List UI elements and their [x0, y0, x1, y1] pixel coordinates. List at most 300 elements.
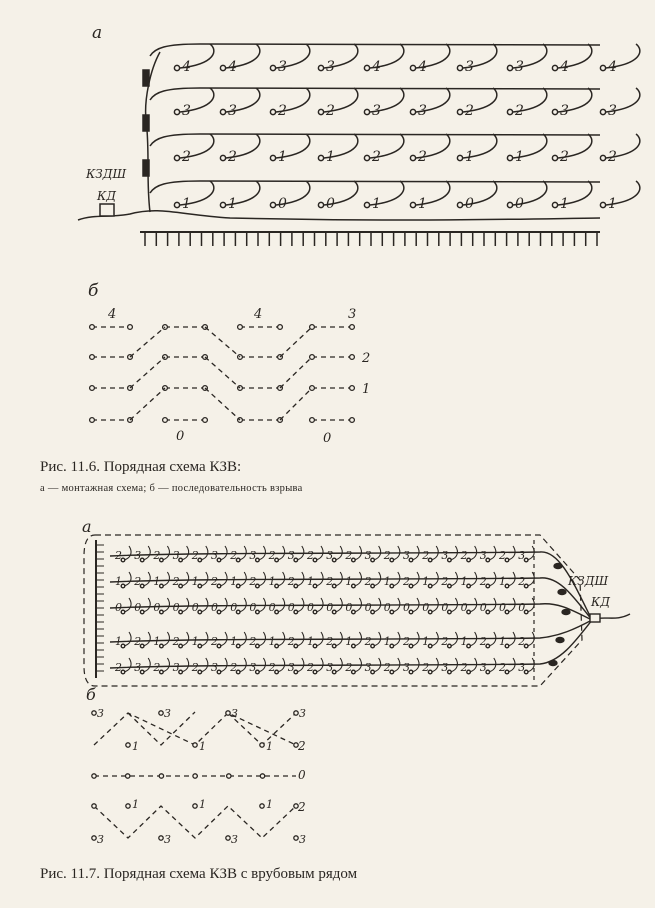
sequence-diagonal	[130, 327, 165, 357]
delay-number: 2	[364, 575, 372, 588]
fig7-kzdsh-label: КЗДШ	[568, 574, 609, 588]
delay-number: 2	[345, 549, 353, 562]
delay-number: 2	[307, 661, 314, 674]
sequence-hole	[294, 836, 298, 840]
delay-number: 2	[383, 661, 391, 674]
delay-number: 2	[287, 635, 295, 648]
delay-number: 0	[364, 601, 372, 614]
delay-number: 2	[307, 549, 314, 562]
delay-number: 2	[403, 575, 410, 588]
delay-number: 0	[515, 196, 524, 212]
charge-hole	[364, 65, 369, 70]
delay-number: 2	[560, 149, 569, 165]
fig6-installation-scheme	[78, 44, 640, 246]
charge-hole	[600, 202, 605, 207]
delay-number: 0	[326, 196, 335, 212]
fig6-caption: Рис. 11.6. Порядная схема КЗВ:	[40, 459, 242, 475]
charge-hole	[507, 202, 512, 207]
delay-number: 2	[326, 575, 334, 588]
cord-connector	[549, 661, 557, 666]
charge-wire	[527, 598, 534, 612]
charge-wire	[220, 598, 227, 612]
delay-number: 0	[278, 196, 287, 212]
sequence-hole	[238, 325, 243, 330]
delay-number: 1	[383, 575, 391, 588]
charge-hole	[220, 65, 225, 70]
delay-number: 1	[115, 635, 122, 648]
sequence-label: 3	[299, 833, 306, 846]
delay-number: 2	[287, 575, 295, 588]
charge-wire	[143, 546, 150, 560]
delay-number: 4	[372, 59, 381, 75]
fig6-part-a-label: а	[92, 23, 103, 43]
charge-wire	[143, 572, 150, 586]
delay-number: 1	[153, 635, 161, 648]
delay-number: 3	[326, 549, 334, 562]
sequence-hole	[193, 743, 197, 747]
delay-number: 3	[326, 661, 334, 674]
delay-number: 1	[345, 635, 353, 648]
charge-hole	[600, 65, 605, 70]
row-trunk-line	[150, 181, 600, 193]
sequence-hole	[227, 774, 231, 778]
sequence-hole	[193, 804, 197, 808]
fig7-kd-label: КД	[591, 595, 611, 609]
delay-number: 0	[403, 601, 410, 614]
delay-number: 3	[134, 661, 142, 674]
delay-number: 3	[182, 103, 191, 119]
delay-number: 2	[499, 549, 506, 562]
sequence-hole	[159, 774, 163, 778]
sequence-hole	[278, 325, 283, 330]
delay-number: 3	[441, 661, 449, 674]
sequence-hole	[226, 836, 230, 840]
delay-number: 2	[172, 635, 180, 648]
sequence-hole	[90, 325, 95, 330]
sequence-label: 3	[97, 707, 104, 720]
charge-wire	[527, 632, 534, 646]
delay-number: 0	[191, 601, 199, 614]
charge-wire	[162, 598, 169, 612]
sequence-hole	[226, 711, 230, 715]
delay-number: 2	[134, 575, 142, 588]
delay-number: 4	[182, 59, 191, 75]
cord-connector	[143, 115, 149, 131]
fig7-caption: Рис. 11.7. Порядная схема КЗВ с врубовым рядом	[40, 866, 358, 882]
cord-connector	[143, 70, 149, 86]
delay-number: 2	[268, 661, 276, 674]
charge-hole	[270, 155, 275, 160]
delay-number: 1	[307, 575, 314, 588]
delay-number: 1	[560, 196, 569, 212]
delay-number: 2	[518, 635, 526, 648]
charge-hole	[364, 109, 369, 114]
cord-connector	[554, 564, 562, 569]
charge-hole	[270, 109, 275, 114]
charge-hole	[457, 65, 462, 70]
sequence-diagonal	[205, 388, 240, 420]
charge-hole	[318, 109, 323, 114]
delay-number: 2	[403, 635, 410, 648]
charge-wire	[162, 632, 169, 646]
delay-number: 1	[278, 149, 287, 165]
charge-wire	[124, 572, 131, 586]
delay-number: 1	[153, 575, 161, 588]
sequence-hole	[126, 804, 130, 808]
charge-wire	[143, 632, 150, 646]
charge-hole	[174, 155, 179, 160]
delay-number: 3	[172, 661, 180, 674]
sequence-label: 3	[164, 833, 171, 846]
delay-number: 1	[230, 635, 238, 648]
delay-number: 0	[460, 601, 468, 614]
sequence-hole	[310, 355, 315, 360]
sequence-label: 3	[348, 307, 357, 322]
delay-number: 3	[278, 59, 287, 75]
delay-number: 3	[211, 661, 218, 674]
sequence-label: 2	[362, 351, 371, 366]
row-trunk-line	[150, 88, 600, 100]
delay-number: 3	[172, 549, 180, 562]
delay-number: 4	[228, 59, 237, 75]
delay-number: 3	[249, 661, 257, 674]
sequence-label: 0	[176, 429, 185, 444]
delay-number: 2	[191, 661, 199, 674]
sequence-diagonal	[280, 357, 312, 388]
sequence-label: 1	[266, 798, 273, 811]
sequence-hole	[92, 711, 96, 715]
delay-number: 3	[479, 549, 487, 562]
delay-number: 2	[441, 635, 449, 648]
fig6-kd-label: КД	[97, 189, 117, 203]
sequence-hole	[310, 418, 315, 423]
delay-number: 3	[326, 59, 335, 75]
charge-hole	[457, 109, 462, 114]
sequence-diagonal	[205, 327, 240, 357]
delay-number: 2	[441, 575, 449, 588]
delay-number: 1	[191, 635, 199, 648]
delay-number: 3	[287, 661, 295, 674]
fig7-seq-lower-end-label: 2	[298, 800, 306, 814]
sequence-hole	[159, 836, 163, 840]
cord-connector	[556, 638, 564, 643]
sequence-hole	[260, 804, 264, 808]
sequence-label: 3	[231, 833, 238, 846]
fig7-installation-scheme	[84, 535, 630, 686]
delay-number: 1	[383, 635, 391, 648]
delay-number: 2	[364, 635, 372, 648]
charge-wire	[124, 546, 131, 560]
delay-number: 0	[441, 601, 449, 614]
delay-number: 1	[422, 575, 430, 588]
charge-wire	[201, 658, 208, 672]
delay-number: 3	[364, 661, 372, 674]
charge-hole	[507, 155, 512, 160]
delay-number: 2	[115, 549, 122, 562]
delay-number: 1	[191, 575, 199, 588]
charge-wire	[220, 572, 227, 586]
charge-wire	[162, 546, 169, 560]
delay-number: 3	[287, 549, 295, 562]
delay-number: 1	[307, 635, 314, 648]
charge-wire	[182, 658, 189, 672]
delay-number: 2	[211, 575, 218, 588]
sequence-hole	[92, 804, 96, 808]
delay-number: 0	[230, 601, 238, 614]
charge-wire	[162, 572, 169, 586]
charge-hole	[507, 65, 512, 70]
delay-number: 1	[608, 196, 617, 212]
delay-number: 2	[460, 661, 468, 674]
sequence-label: 3	[97, 833, 104, 846]
delay-number: 2	[422, 549, 430, 562]
delay-number: 3	[211, 549, 218, 562]
delay-number: 2	[153, 661, 161, 674]
charge-hole	[220, 155, 225, 160]
sequence-label: 1	[132, 798, 139, 811]
charge-wire	[182, 572, 189, 586]
sequence-hole	[92, 836, 96, 840]
delay-number: 1	[499, 575, 506, 588]
charge-wire	[124, 658, 131, 672]
sequence-label: 3	[299, 707, 306, 720]
sequence-diagonal	[205, 357, 240, 388]
delay-number: 1	[418, 196, 427, 212]
charge-wire	[220, 546, 227, 560]
delay-number: 3	[441, 549, 449, 562]
sequence-hole	[310, 325, 315, 330]
charge-wire	[182, 598, 189, 612]
charge-hole	[552, 202, 557, 207]
sequence-label: 1	[266, 740, 273, 753]
delay-number: 4	[608, 59, 617, 75]
delay-number: 2	[191, 549, 199, 562]
delay-number: 1	[268, 575, 276, 588]
delay-number: 2	[153, 549, 161, 562]
cord-connector	[562, 610, 570, 615]
sequence-diagonal	[280, 327, 312, 357]
delay-number: 3	[364, 549, 372, 562]
sequence-hole	[126, 743, 130, 747]
delay-number: 2	[383, 549, 391, 562]
sequence-hole	[90, 418, 95, 423]
delay-number: 0	[153, 601, 161, 614]
delay-number: 3	[479, 661, 487, 674]
delay-number: 3	[228, 103, 237, 119]
main-cord	[78, 211, 600, 220]
delay-number: 0	[345, 601, 353, 614]
sequence-hole	[128, 325, 133, 330]
charge-hole	[270, 202, 275, 207]
delay-number: 3	[518, 661, 526, 674]
sequence-hole	[90, 386, 95, 391]
sequence-hole	[260, 743, 264, 747]
delay-number: 2	[479, 575, 487, 588]
delay-number: 1	[422, 635, 430, 648]
charge-hole	[318, 65, 323, 70]
delay-number: 3	[418, 103, 427, 119]
delay-number: 2	[211, 635, 218, 648]
delay-number: 3	[608, 103, 617, 119]
sequence-diagonal	[130, 357, 165, 388]
delay-number: 0	[307, 601, 314, 614]
charge-wire	[527, 546, 534, 560]
delay-number: 2	[249, 635, 257, 648]
charge-wire	[220, 632, 227, 646]
delay-number: 1	[460, 575, 468, 588]
sequence-hole	[92, 774, 96, 778]
delay-number: 0	[287, 601, 295, 614]
fig6-explosion-sequence	[90, 307, 371, 446]
charge-hole	[600, 155, 605, 160]
sequence-hole	[203, 418, 208, 423]
delay-number: 0	[518, 601, 526, 614]
delay-number: 3	[518, 549, 526, 562]
delay-number: 1	[326, 149, 335, 165]
delay-number: 1	[460, 635, 468, 648]
fig7-seq-upper-end-label: 2	[298, 739, 306, 753]
sequence-diagonal	[130, 388, 165, 420]
fig7-seq-zero-label: 0	[298, 768, 306, 782]
charge-hole	[318, 155, 323, 160]
charge-wire	[201, 546, 208, 560]
sequence-label: 1	[132, 740, 139, 753]
delay-number: 0	[422, 601, 430, 614]
sequence-hole	[294, 711, 298, 715]
charge-wire	[162, 658, 169, 672]
delay-number: 1	[515, 149, 524, 165]
delay-number: 0	[134, 601, 142, 614]
delay-number: 1	[182, 196, 191, 212]
delay-number: 2	[422, 661, 430, 674]
sequence-hole	[350, 386, 355, 391]
delay-number: 3	[560, 103, 569, 119]
delay-number: 2	[499, 661, 506, 674]
delay-number: 0	[465, 196, 474, 212]
fig7-part-a-label: а	[82, 517, 92, 536]
delay-number: 2	[518, 575, 526, 588]
charge-wire	[201, 632, 208, 646]
delay-number: 2	[326, 103, 335, 119]
delay-number: 1	[228, 196, 237, 212]
delay-number: 3	[249, 549, 257, 562]
sequence-label: 4	[254, 307, 263, 322]
delay-number: 2	[230, 549, 238, 562]
delay-number: 2	[479, 635, 487, 648]
sequence-hole	[163, 418, 168, 423]
delay-number: 0	[249, 601, 257, 614]
charge-hole	[174, 65, 179, 70]
sequence-label: 1	[199, 740, 206, 753]
delay-number: 2	[172, 575, 180, 588]
charge-hole	[410, 202, 415, 207]
delay-number: 1	[465, 149, 474, 165]
sequence-hole	[126, 774, 130, 778]
sequence-label: 4	[108, 307, 117, 322]
sequence-label: 1	[199, 798, 206, 811]
sequence-hole	[350, 325, 355, 330]
charge-wire	[143, 598, 150, 612]
charge-hole	[552, 109, 557, 114]
sequence-diagonal	[280, 388, 312, 420]
delay-number: 1	[372, 196, 381, 212]
charge-hole	[552, 65, 557, 70]
delay-number: 3	[403, 661, 410, 674]
delay-number: 2	[134, 635, 142, 648]
fig7-explosion-sequence	[92, 707, 306, 846]
charge-hole	[457, 155, 462, 160]
delay-number: 1	[345, 575, 353, 588]
delay-number: 2	[230, 661, 238, 674]
cord-connector	[558, 590, 566, 595]
delay-number: 2	[608, 149, 617, 165]
delay-number: 2	[515, 103, 524, 119]
charge-hole	[552, 155, 557, 160]
delay-number: 2	[372, 149, 381, 165]
sequence-label: 3	[231, 707, 238, 720]
charge-wire	[182, 632, 189, 646]
delay-number: 4	[418, 59, 427, 75]
charge-hole	[220, 109, 225, 114]
row-trunk-line	[150, 44, 600, 56]
delay-number: 2	[182, 149, 191, 165]
delay-number: 0	[479, 601, 487, 614]
charge-wire	[124, 632, 131, 646]
fig6-kzdsh-label: КЗДШ	[86, 167, 127, 181]
charge-hole	[410, 65, 415, 70]
delay-number: 2	[345, 661, 353, 674]
charge-wire	[143, 658, 150, 672]
charge-hole	[600, 109, 605, 114]
sequence-label: 1	[362, 382, 371, 397]
delay-number: 4	[560, 59, 569, 75]
charge-hole	[174, 202, 179, 207]
charge-hole	[364, 155, 369, 160]
delay-number: 2	[460, 549, 468, 562]
charge-hole	[507, 109, 512, 114]
delay-number: 1	[499, 635, 506, 648]
delay-number: 0	[115, 601, 122, 614]
charge-hole	[410, 155, 415, 160]
delay-number: 0	[172, 601, 180, 614]
delay-number: 0	[211, 601, 218, 614]
delay-number: 2	[278, 103, 287, 119]
delay-number: 2	[228, 149, 237, 165]
charge-hole	[270, 65, 275, 70]
delay-number: 2	[465, 103, 474, 119]
delay-number: 3	[372, 103, 381, 119]
charge-wire	[201, 598, 208, 612]
charge-hole	[410, 109, 415, 114]
charge-wire	[201, 572, 208, 586]
charge-hole	[318, 202, 323, 207]
sequence-hole	[90, 355, 95, 360]
sequence-hole	[159, 711, 163, 715]
delay-number: 2	[418, 149, 427, 165]
delay-number: 3	[515, 59, 524, 75]
delay-number: 2	[115, 661, 122, 674]
charge-wire	[527, 572, 534, 586]
charge-wire	[124, 598, 131, 612]
charge-hole	[174, 109, 179, 114]
delay-number: 1	[268, 635, 276, 648]
delay-number: 0	[268, 601, 276, 614]
delay-number: 1	[115, 575, 122, 588]
delay-number: 2	[268, 549, 276, 562]
delay-number: 2	[326, 635, 334, 648]
delay-number: 2	[249, 575, 257, 588]
fig6-caption-sub: а — монтажная схема; б — последовательность взрыва	[40, 483, 303, 494]
